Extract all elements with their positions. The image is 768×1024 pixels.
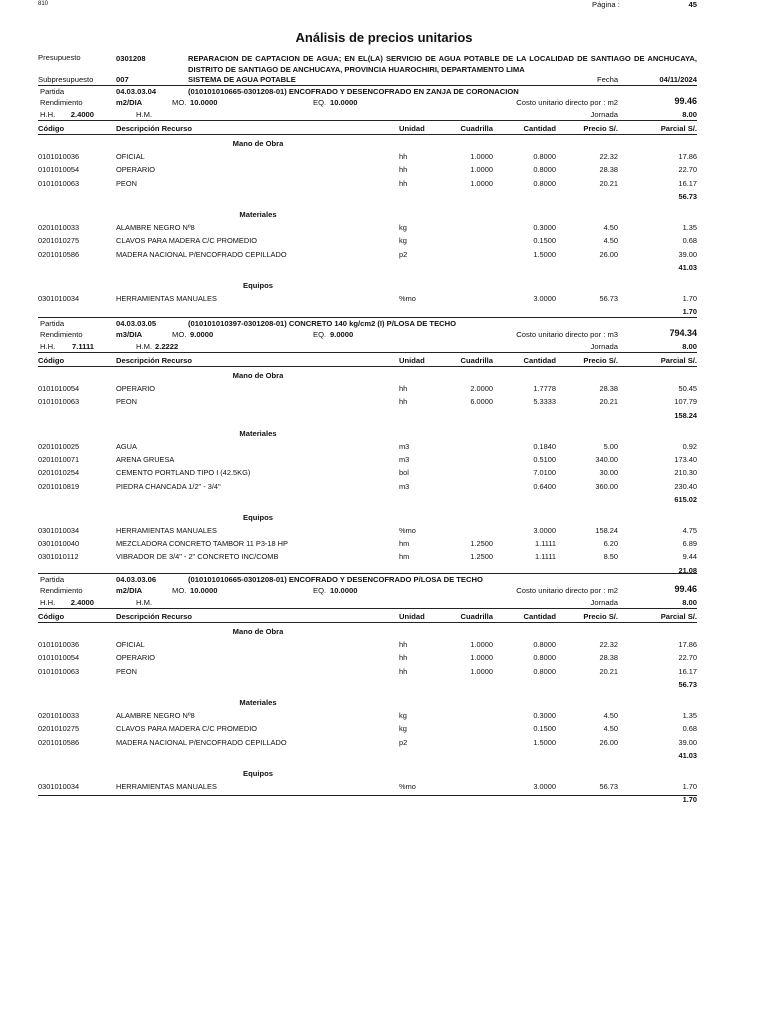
row-codigo: 0101010054 [38, 165, 80, 175]
eq-value: 9.0000 [330, 330, 354, 339]
col-header-parcial: Parcial S/. [660, 612, 697, 621]
row-unidad: hh [399, 653, 408, 663]
row-codigo: 0101010036 [38, 152, 80, 161]
group-subtotal: 41.03 [678, 750, 697, 760]
mo-value: 10.0000 [190, 586, 218, 595]
col-header-descripcion: Descripción Recurso [116, 356, 192, 365]
row-descripcion: PEON [116, 397, 137, 407]
rendimiento-label: Rendimiento [40, 98, 83, 107]
col-header-codigo: Código [38, 356, 65, 365]
group-heading: Materiales [239, 697, 277, 707]
row-parcial: 39.00 [678, 249, 697, 259]
col-header-cantidad: Cantidad [523, 612, 556, 621]
row-cantidad: 3.0000 [533, 781, 556, 791]
row-codigo: 0101010054 [38, 384, 80, 393]
row-precio: 28.38 [599, 653, 618, 663]
hh-value: 7.1111 [72, 342, 94, 351]
hh-label: H.H. [40, 342, 56, 351]
row-precio: 22.32 [599, 640, 618, 649]
report-code: 810 [38, 1, 49, 7]
hh-value: 2.4000 [70, 598, 94, 607]
col-header-precio: Precio S/. [583, 124, 618, 133]
col-header-codigo: Código [38, 124, 65, 133]
row-descripcion: HERRAMIENTAS MANUALES [116, 525, 217, 535]
page-title: Análisis de precios unitarios [295, 30, 473, 45]
row-cantidad: 0.5100 [533, 454, 556, 464]
fecha-label: Fecha [597, 75, 619, 84]
rendimiento-label: Rendimiento [40, 586, 83, 595]
row-parcial: 1.35 [682, 222, 697, 232]
row-cantidad: 0.8000 [533, 640, 556, 649]
group-heading: Materiales [239, 428, 277, 438]
column-header-bottom-rule [38, 622, 697, 623]
row-descripcion: PIEDRA CHANCADA 1/2" - 3/4" [116, 481, 221, 491]
row-parcial: 1.70 [682, 781, 697, 791]
row-precio: 26.00 [599, 737, 618, 747]
jornada-value: 8.00 [682, 342, 697, 351]
jornada-value: 8.00 [682, 598, 697, 607]
row-descripcion: OPERARIO [116, 653, 156, 663]
group-subtotal: 56.73 [678, 679, 697, 689]
row-cantidad: 0.8000 [533, 653, 556, 663]
row-cantidad: 3.0000 [533, 525, 556, 535]
row-descripcion: CLAVOS PARA MADERA C/C PROMEDIO [116, 236, 257, 246]
partida-description: (010101010665-0301208-01) ENCOFRADO Y DESENCOFRADO P/LOSA DE TECHO [188, 575, 483, 584]
row-unidad: %mo [399, 781, 416, 791]
row-cantidad: 1.5000 [533, 737, 556, 747]
group-heading: Equipos [243, 512, 273, 522]
row-precio: 30.00 [599, 468, 618, 478]
partida-label: Partida [40, 575, 65, 584]
costo-unitario-value: 794.34 [669, 328, 697, 338]
row-parcial: 0.92 [682, 441, 697, 451]
jornada-label: Jornada [590, 598, 618, 607]
hm-label: H.M. [136, 342, 153, 351]
row-precio: 28.38 [599, 165, 618, 175]
presupuesto-description: REPARACION DE CAPTACION DE AGUA; EN EL(LA) SERVICIO DE AGUA POTABLE DE LA LOCALIDAD DE SANTIAGO DE ANCHUCAYA, DISTRITO DE SANTIAGO DE ANCHUCAYA, PROVINCIA HUAROCHIRI, DEPARTAMENTO LIMA [188, 54, 697, 74]
page-number: 45 [688, 0, 697, 9]
row-unidad: %mo [399, 293, 416, 303]
row-parcial: 39.00 [678, 737, 697, 747]
hm-label: H.M. [136, 110, 153, 119]
eq-label: EQ. [313, 98, 327, 107]
row-unidad: hm [399, 539, 410, 549]
rendimiento-label: Rendimiento [40, 330, 83, 339]
row-cantidad: 0.6400 [533, 481, 556, 491]
row-descripcion: ARENA GRUESA [116, 454, 175, 464]
row-cantidad: 0.8000 [533, 165, 556, 175]
row-unidad: hh [399, 152, 408, 161]
row-cantidad: 3.0000 [533, 293, 556, 303]
col-header-descripcion: Descripción Recurso [116, 612, 192, 621]
row-precio: 340.00 [595, 454, 618, 464]
row-precio: 28.38 [599, 384, 618, 393]
row-codigo: 0201010254 [38, 468, 80, 478]
column-header-top-rule [38, 608, 697, 609]
costo-unitario-value: 99.46 [674, 584, 697, 594]
group-heading: Equipos [243, 768, 273, 778]
costo-unitario-label: Costo unitario directo por : m3 [516, 330, 618, 339]
row-unidad: %mo [399, 525, 416, 535]
row-descripcion: VIBRADOR DE 3/4" - 2" CONCRETO INC/COMB [116, 552, 279, 562]
partida-code: 04.03.03.04 [116, 87, 157, 96]
rendimiento-value: m3/DIA [116, 330, 143, 339]
subpresupuesto-description: SISTEMA DE AGUA POTABLE [188, 75, 296, 84]
jornada-value: 8.00 [682, 110, 697, 119]
row-parcial: 22.70 [678, 653, 697, 663]
col-header-cantidad: Cantidad [523, 124, 556, 133]
col-header-precio: Precio S/. [583, 612, 618, 621]
partida-top-rule [38, 85, 697, 86]
col-header-descripcion: Descripción Recurso [116, 124, 192, 133]
group-subtotal: 41.03 [678, 262, 697, 272]
row-unidad: hh [399, 178, 408, 188]
partida-code: 04.03.03.05 [116, 319, 157, 328]
row-parcial: 1.35 [682, 710, 697, 720]
col-header-codigo: Código [38, 612, 65, 621]
row-codigo: 0201010025 [38, 441, 80, 451]
row-parcial: 107.79 [674, 397, 697, 407]
row-parcial: 16.17 [678, 178, 697, 188]
group-subtotal: 1.70 [682, 307, 697, 317]
row-precio: 4.50 [603, 222, 618, 232]
row-codigo: 0201010275 [38, 236, 80, 246]
row-descripcion: MADERA NACIONAL P/ENCOFRADO CEPILLADO [116, 249, 287, 259]
row-parcial: 16.17 [678, 666, 697, 676]
row-codigo: 0201010586 [38, 737, 80, 747]
row-cantidad: 0.3000 [533, 710, 556, 720]
costo-unitario-value: 99.46 [674, 96, 697, 106]
row-cuadrilla: 2.0000 [470, 384, 493, 393]
mo-value: 9.0000 [190, 330, 214, 339]
row-unidad: bol [399, 468, 409, 478]
presupuesto-label: Presupuesto [38, 53, 81, 62]
eq-value: 10.0000 [330, 98, 358, 107]
row-descripcion: PEON [116, 178, 137, 188]
row-unidad: m3 [399, 481, 410, 491]
row-parcial: 230.40 [674, 481, 697, 491]
partida-label: Partida [40, 87, 65, 96]
col-header-cantidad: Cantidad [523, 356, 556, 365]
row-precio: 20.21 [599, 397, 618, 407]
row-unidad: hh [399, 397, 408, 407]
row-codigo: 0101010063 [38, 397, 80, 407]
subpresupuesto-code: 007 [116, 75, 129, 84]
column-header-top-rule [38, 352, 697, 353]
row-cantidad: 0.3000 [533, 222, 556, 232]
group-subtotal: 21.08 [678, 565, 697, 575]
subpresupuesto-label: Subpresupuesto [38, 75, 94, 84]
row-cantidad: 1.1111 [535, 552, 556, 562]
group-subtotal: 1.70 [682, 795, 697, 805]
mo-label: MO. [172, 586, 187, 595]
row-precio: 20.21 [599, 666, 618, 676]
row-cuadrilla: 1.0000 [470, 165, 493, 175]
row-unidad: kg [399, 710, 407, 720]
group-heading: Equipos [243, 280, 273, 290]
group-heading: Mano de Obra [232, 627, 284, 636]
group-subtotal: 158.24 [674, 410, 697, 420]
row-precio: 8.50 [603, 552, 618, 562]
row-descripcion: OFICIAL [116, 640, 145, 649]
jornada-label: Jornada [590, 110, 618, 119]
mo-label: MO. [172, 98, 187, 107]
row-codigo: 0101010063 [38, 178, 80, 188]
column-header-top-rule [38, 120, 697, 121]
row-cantidad: 0.8000 [533, 178, 556, 188]
row-codigo: 0201010033 [38, 222, 80, 232]
row-parcial: 1.70 [682, 293, 697, 303]
row-codigo: 0201010275 [38, 724, 80, 734]
row-cantidad: 0.1500 [533, 236, 556, 246]
row-unidad: hh [399, 384, 408, 393]
group-subtotal: 615.02 [674, 494, 697, 504]
row-precio: 4.50 [603, 724, 618, 734]
rendimiento-value: m2/DIA [116, 586, 143, 595]
row-parcial: 17.86 [678, 152, 697, 161]
row-codigo: 0101010036 [38, 640, 80, 649]
row-codigo: 0101010063 [38, 666, 80, 676]
row-descripcion: OPERARIO [116, 384, 156, 393]
row-parcial: 17.86 [678, 640, 697, 649]
row-codigo: 0201010033 [38, 710, 80, 720]
row-cuadrilla: 1.0000 [470, 640, 493, 649]
row-precio: 158.24 [595, 525, 618, 535]
row-cuadrilla: 1.2500 [470, 539, 493, 549]
row-descripcion: HERRAMIENTAS MANUALES [116, 781, 217, 791]
row-unidad: kg [399, 724, 407, 734]
column-header-bottom-rule [38, 366, 697, 367]
row-cantidad: 0.1840 [533, 441, 556, 451]
row-unidad: p2 [399, 249, 408, 259]
partida-top-rule [38, 573, 697, 574]
presupuesto-code: 0301208 [116, 54, 146, 63]
row-cantidad: 0.8000 [533, 666, 556, 676]
row-descripcion: CEMENTO PORTLAND TIPO I (42.5KG) [116, 468, 251, 478]
row-descripcion: CLAVOS PARA MADERA C/C PROMEDIO [116, 724, 257, 734]
row-descripcion: PEON [116, 666, 137, 676]
row-parcial: 210.30 [674, 468, 697, 478]
row-codigo: 0301010040 [38, 539, 80, 549]
row-cantidad: 1.1111 [535, 539, 556, 549]
group-heading: Mano de Obra [232, 371, 284, 380]
row-cuadrilla: 1.0000 [470, 178, 493, 188]
hm-value: 2.2222 [155, 342, 179, 351]
row-unidad: m3 [399, 441, 410, 451]
partida-description: (010101010397-0301208-01) CONCRETO 140 kg/cm2 (I) P/LOSA DE TECHO [188, 319, 457, 328]
row-descripcion: MEZCLADORA CONCRETO TAMBOR 11 P3-18 HP [116, 539, 288, 549]
group-subtotal: 56.73 [678, 191, 697, 201]
row-cuadrilla: 1.0000 [470, 666, 493, 676]
row-descripcion: AGUA [116, 441, 137, 451]
row-cuadrilla: 1.0000 [470, 152, 493, 161]
row-codigo: 0301010034 [38, 293, 80, 303]
row-cantidad: 0.8000 [533, 152, 556, 161]
hh-label: H.H. [40, 110, 56, 119]
row-cantidad: 7.0100 [533, 468, 556, 478]
row-precio: 20.21 [599, 178, 618, 188]
row-precio: 360.00 [595, 481, 618, 491]
group-heading: Materiales [239, 209, 277, 219]
fecha-value: 04/11/2024 [659, 75, 697, 84]
page-bottom-rule [38, 795, 697, 796]
row-parcial: 4.75 [682, 525, 697, 535]
row-parcial: 22.70 [678, 165, 697, 175]
row-parcial: 50.45 [678, 384, 697, 393]
row-precio: 4.50 [603, 236, 618, 246]
row-descripcion: MADERA NACIONAL P/ENCOFRADO CEPILLADO [116, 737, 287, 747]
row-codigo: 0301010034 [38, 525, 80, 535]
eq-label: EQ. [313, 330, 327, 339]
row-cuadrilla: 1.2500 [470, 552, 493, 562]
partida-label: Partida [40, 319, 65, 328]
row-cantidad: 1.7778 [533, 384, 556, 393]
col-header-precio: Precio S/. [583, 356, 618, 365]
col-header-parcial: Parcial S/. [660, 356, 697, 365]
page-label: Página : [592, 0, 620, 9]
row-unidad: kg [399, 222, 407, 232]
row-codigo: 0201010819 [38, 481, 80, 491]
row-precio: 22.32 [599, 152, 618, 161]
group-heading: Mano de Obra [232, 139, 284, 148]
row-descripcion: HERRAMIENTAS MANUALES [116, 293, 217, 303]
row-codigo: 0201010586 [38, 249, 80, 259]
row-precio: 26.00 [599, 249, 618, 259]
costo-unitario-label: Costo unitario directo por : m2 [516, 98, 618, 107]
row-unidad: hm [399, 552, 410, 562]
row-codigo: 0301010112 [38, 552, 79, 562]
row-codigo: 0101010054 [38, 653, 80, 663]
row-descripcion: ALAMBRE NEGRO Nº8 [116, 710, 195, 720]
col-header-cuadrilla: Cuadrilla [460, 612, 493, 621]
row-unidad: m3 [399, 454, 410, 464]
row-precio: 5.00 [603, 441, 618, 451]
row-precio: 56.73 [599, 293, 618, 303]
row-precio: 6.20 [603, 539, 618, 549]
row-cuadrilla: 1.0000 [470, 653, 493, 663]
col-header-parcial: Parcial S/. [660, 124, 697, 133]
hh-value: 2.4000 [70, 110, 94, 119]
row-parcial: 6.89 [682, 539, 697, 549]
row-parcial: 173.40 [674, 454, 697, 464]
row-cuadrilla: 6.0000 [470, 397, 493, 407]
eq-label: EQ. [313, 586, 327, 595]
row-parcial: 0.68 [682, 236, 697, 246]
row-precio: 4.50 [603, 710, 618, 720]
col-header-cuadrilla: Cuadrilla [460, 356, 493, 365]
row-cantidad: 5.3333 [533, 397, 556, 407]
jornada-label: Jornada [590, 342, 618, 351]
hh-label: H.H. [40, 598, 56, 607]
row-unidad: hh [399, 640, 408, 649]
eq-value: 10.0000 [330, 586, 358, 595]
hm-label: H.M. [136, 598, 153, 607]
row-parcial: 9.44 [682, 552, 697, 562]
row-descripcion: OFICIAL [116, 152, 145, 161]
row-unidad: p2 [399, 737, 408, 747]
row-descripcion: ALAMBRE NEGRO Nº8 [116, 222, 195, 232]
partida-description: (010101010665-0301208-01) ENCOFRADO Y DESENCOFRADO EN ZANJA DE CORONACION [188, 87, 519, 96]
rendimiento-value: m2/DIA [116, 98, 143, 107]
costo-unitario-label: Costo unitario directo por : m2 [516, 586, 618, 595]
row-codigo: 0201010071 [38, 454, 80, 464]
partida-code: 04.03.03.06 [116, 575, 157, 584]
col-header-cuadrilla: Cuadrilla [460, 124, 493, 133]
mo-label: MO. [172, 330, 187, 339]
row-descripcion: OPERARIO [116, 165, 156, 175]
row-unidad: hh [399, 165, 408, 175]
row-unidad: kg [399, 236, 407, 246]
col-header-unidad: Unidad [399, 124, 425, 133]
row-unidad: hh [399, 666, 408, 676]
row-codigo: 0301010034 [38, 781, 80, 791]
mo-value: 10.0000 [190, 98, 218, 107]
partida-top-rule [38, 317, 697, 318]
row-precio: 56.73 [599, 781, 618, 791]
column-header-bottom-rule [38, 134, 697, 135]
col-header-unidad: Unidad [399, 612, 425, 621]
row-cantidad: 1.5000 [533, 249, 556, 259]
row-cantidad: 0.1500 [533, 724, 556, 734]
row-parcial: 0.68 [682, 724, 697, 734]
col-header-unidad: Unidad [399, 356, 425, 365]
